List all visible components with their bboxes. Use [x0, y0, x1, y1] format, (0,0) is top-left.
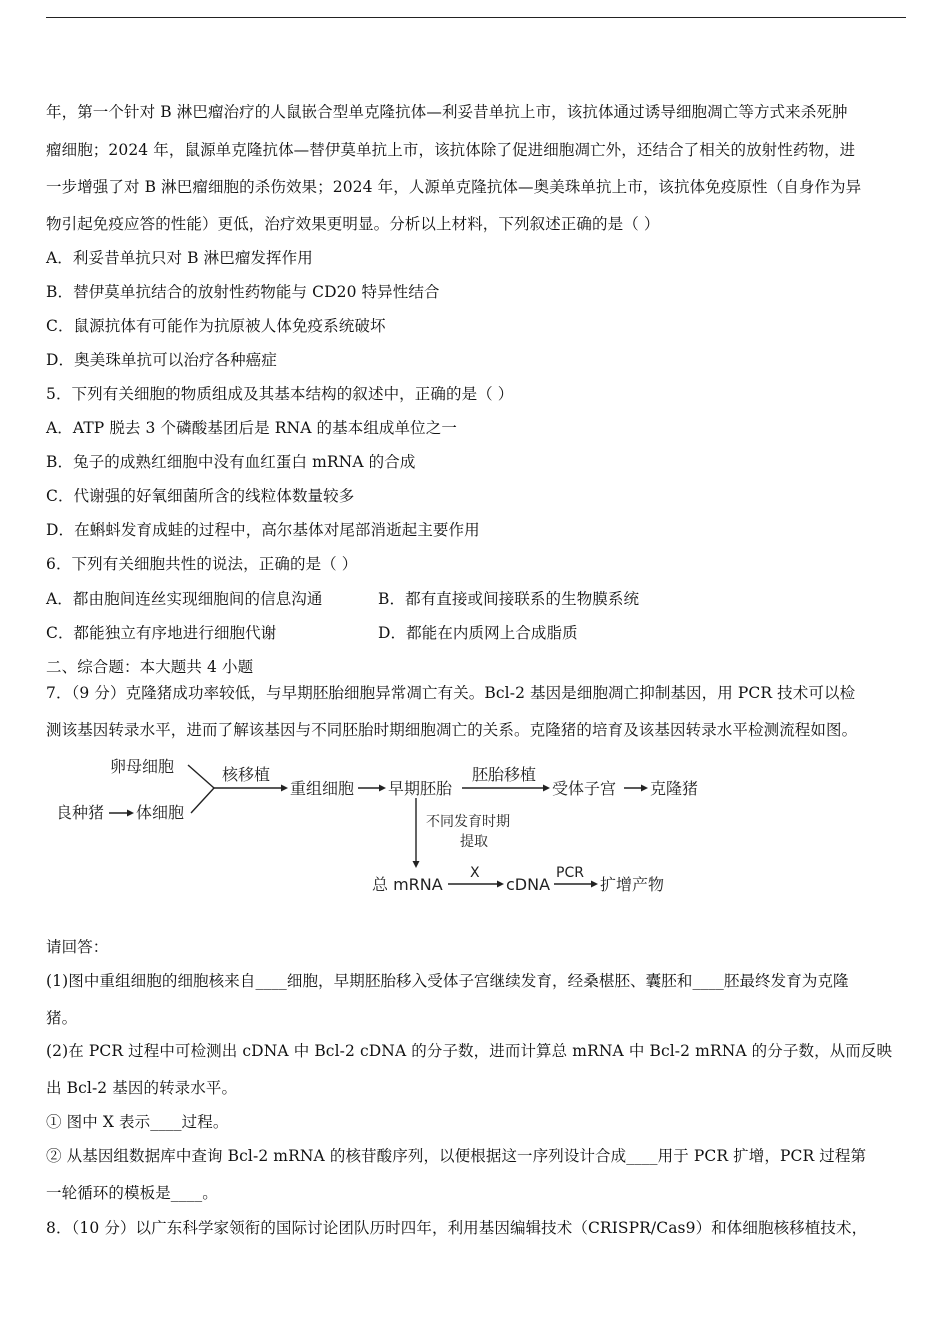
q4-stem-line-2: 瘤细胞；2024 年，鼠源单克隆抗体—替伊莫单抗上市，该抗体除了促进细胞凋亡外，还结合了相关的放射性药物，进: [46, 141, 856, 159]
header-rule: [46, 17, 906, 18]
q4-stem-line-1: 年，第一个针对 B 淋巴瘤治疗的人鼠嵌合型单克隆抗体—利妥昔单抗上市，该抗体通过诱导细胞凋亡等方式来杀死肿: [46, 103, 848, 121]
q7-part1-line-1: (1)图中重组细胞的细胞核来自____细胞，早期胚胎移入受体子宫继续发育，经桑椹胚、囊胚和____胚最终发育为克隆: [46, 972, 849, 990]
q7-stem-line-1: 7．（9 分）克隆猪成功率较低，与早期胚胎细胞异常凋亡有关。Bcl-2 基因是细胞凋亡抑制基因，用 PCR 技术可以检: [46, 684, 856, 702]
q7-sub-question-1: ① 图中 X 表示____过程。: [46, 1113, 229, 1131]
q5-option-c: C．代谢强的好氧细菌所含的线粒体数量较多: [46, 487, 355, 505]
q7-part1-line-2: 猪。: [46, 1009, 78, 1027]
diagram-embryo-transfer: 胚胎移植: [472, 765, 537, 784]
q7-stem-line-2: 测该基因转录水平，进而了解该基因与不同胚胎时期细胞凋亡的关系。克隆猪的培育及该基因转录水平检测流程如图。: [46, 721, 858, 739]
diagram-product: 扩增产物: [600, 875, 665, 894]
diagram-nuclear-transfer: 核移植: [222, 765, 271, 784]
q8-stem-line-1: 8．（10 分）以广东科学家领衔的国际讨论团队历时四年，利用基因编辑技术（CRISPR/Cas9）和体细胞核移植技术，: [46, 1219, 868, 1237]
q5-stem: 5．下列有关细胞的物质组成及其基本结构的叙述中，正确的是（ ）: [46, 385, 514, 403]
q6-option-a: A．都由胞间连丝实现细胞间的信息沟通: [46, 590, 323, 608]
diagram-early-embryo: 早期胚胎: [388, 779, 453, 798]
q6-option-d: D．都能在内质网上合成脂质: [378, 624, 578, 642]
diagram-pig: 良种猪: [56, 803, 105, 822]
diagram-extract: 提取: [460, 834, 488, 850]
clone-pig-flow-diagram: [46, 748, 726, 908]
q7-part2-line-2: 出 Bcl-2 基因的转录水平。: [46, 1079, 238, 1097]
q4-stem-line-3: 一步增强了对 B 淋巴瘤细胞的杀伤效果；2024 年，人源单克隆抗体—奥美珠单抗上市，该抗体免疫原性（自身作为异: [46, 178, 862, 196]
q6-stem: 6．下列有关细胞共性的说法，正确的是（ ）: [46, 555, 358, 573]
diagram-cdna: cDNA: [506, 875, 551, 894]
diagram-pcr-label: PCR: [556, 865, 584, 881]
q4-option-d: D．奥美珠单抗可以治疗各种癌症: [46, 351, 277, 369]
q6-option-c: C．都能独立有序地进行细胞代谢: [46, 624, 277, 642]
diagram-egg-cell: 卵母细胞: [110, 757, 175, 776]
q5-option-d: D．在蝌蚪发育成蛙的过程中，高尔基体对尾部消逝起主要作用: [46, 521, 480, 539]
q5-option-b: B．兔子的成熟红细胞中没有血红蛋白 mRNA 的合成: [46, 453, 416, 471]
diagram-recipient-uterus: 受体子宫: [552, 779, 617, 798]
q6-option-b: B．都有直接或间接联系的生物膜系统: [378, 590, 640, 608]
diagram-cloned-pig: 克隆猪: [650, 779, 699, 798]
q7-answer-prompt: 请回答：: [46, 938, 109, 956]
q7-part2-line-1: (2)在 PCR 过程中可检测出 cDNA 中 Bcl-2 cDNA 的分子数，进而计算总 mRNA 中 Bcl-2 mRNA 的分子数，从而反映: [46, 1042, 893, 1060]
q4-option-c: C．鼠源抗体有可能作为抗原被人体免疫系统破坏: [46, 317, 386, 335]
section-heading: 二、综合题：本大题共 4 小题: [46, 658, 254, 676]
diagram-recombinant-cell: 重组细胞: [290, 779, 355, 798]
diagram-x-label: X: [470, 865, 480, 881]
q4-stem-line-4: 物引起免疫应答的性能）更低，治疗效果更明显。分析以上材料，下列叙述正确的是（ ）: [46, 215, 660, 233]
q7-sub-question-2-line-2: 一轮循环的模板是____。: [46, 1184, 218, 1202]
diagram-different-stage: 不同发育时期: [426, 814, 510, 830]
diagram-somatic-cell: 体细胞: [136, 803, 185, 822]
q7-sub-question-2-line-1: ② 从基因组数据库中查询 Bcl-2 mRNA 的核苷酸序列，以便根据这一序列设计合成____用于 PCR 扩增，PCR 过程第: [46, 1147, 867, 1165]
diagram-total-mrna: 总 mRNA: [372, 875, 443, 894]
q4-option-a: A．利妥昔单抗只对 B 淋巴瘤发挥作用: [46, 249, 313, 267]
q5-option-a: A．ATP 脱去 3 个磷酸基团后是 RNA 的基本组成单位之一: [46, 419, 457, 437]
q4-option-b: B．替伊莫单抗结合的放射性药物能与 CD20 特异性结合: [46, 283, 440, 301]
